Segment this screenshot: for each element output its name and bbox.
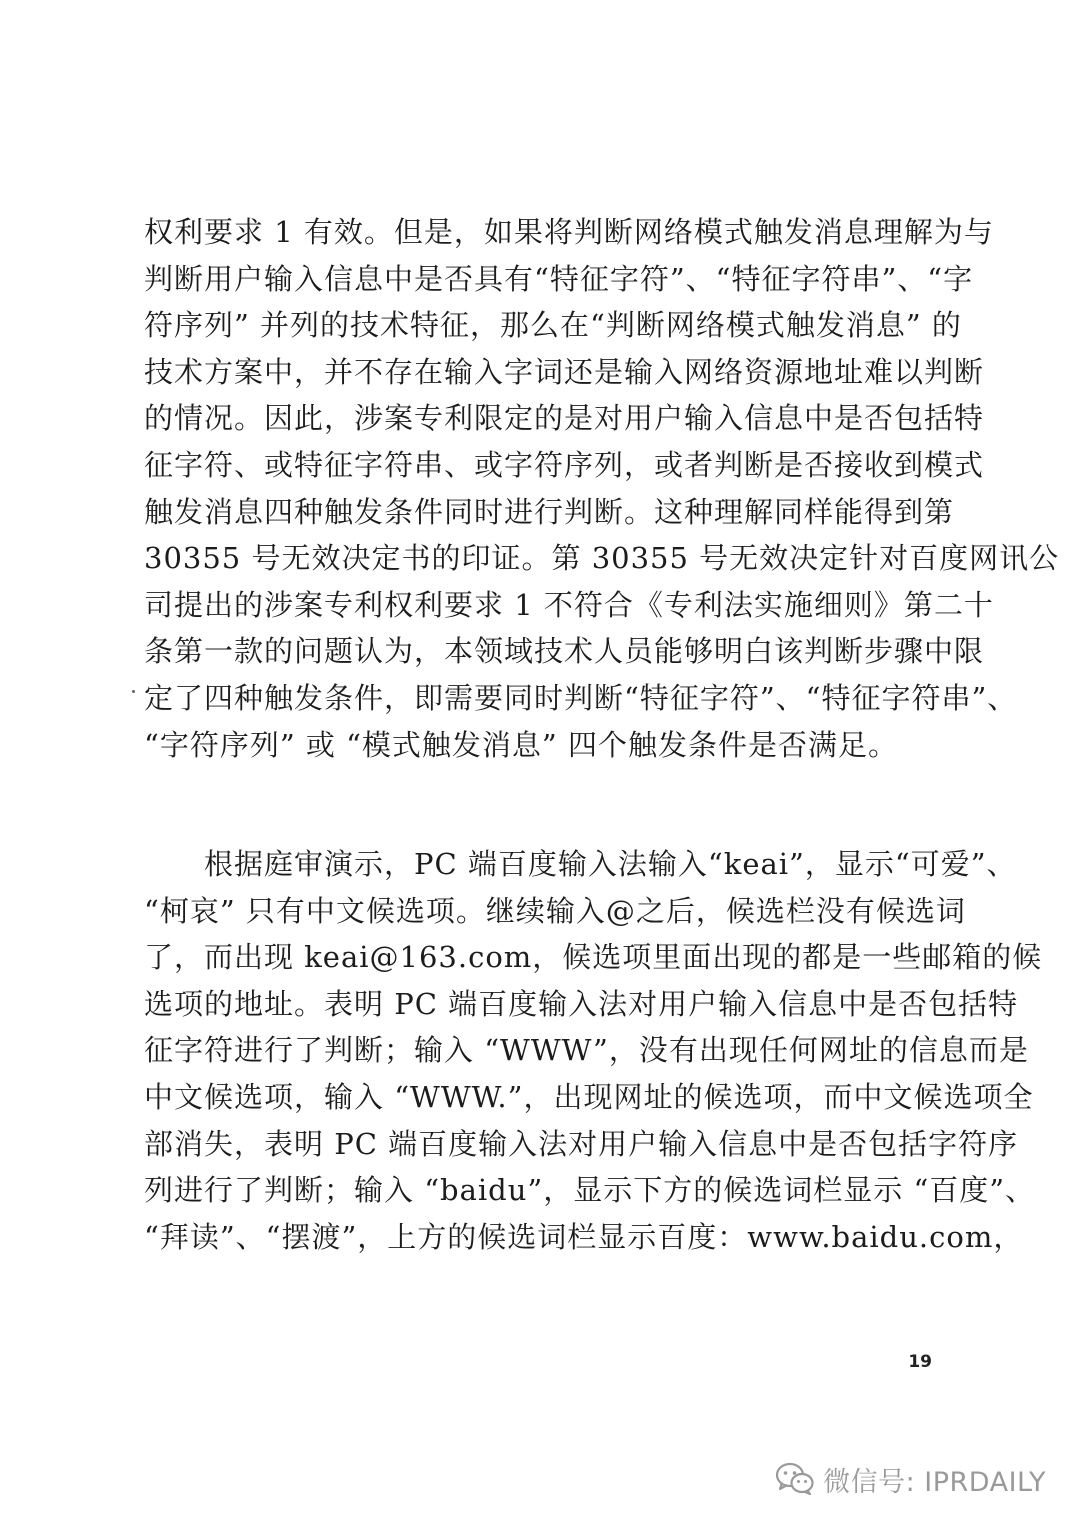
page-number: 19 — [908, 1352, 932, 1372]
text-line: 条第一款的问题认为，本领域技术人员能够明白该判断步骤中限 — [144, 634, 985, 669]
text-line: 30355 号无效决定书的印证。第 30355 号无效决定针对百度网讯公 — [144, 541, 1060, 576]
text-line: 征字符、或特征字符串、或字符序列，或者判断是否接收到模式 — [144, 447, 985, 482]
text-line: 列进行了判断；输入 “baidu”，显示下方的候选词栏显示 “百度”、 — [144, 1173, 1036, 1208]
text-line: 技术方案中，并不存在输入字词还是输入网络资源地址难以判断 — [144, 354, 985, 389]
text-line: 触发消息四种触发条件同时进行判断。这种理解同样能得到第 — [144, 494, 955, 529]
text-line: 征字符进行了判断；输入 “WWW”，没有出现任何网址的信息而是 — [144, 1033, 1029, 1068]
watermark — [775, 1461, 1046, 1497]
wechat-icon — [775, 1462, 815, 1496]
text-line: “柯哀” 只有中文候选项。继续输入@之后，候选栏没有候选词 — [144, 893, 966, 928]
text-line: 根据庭审演示，PC 端百度输入法输入“keai”，显示“可爱”、 — [144, 847, 1017, 881]
text-line: 定了四种触发条件，即需要同时判断“特征字符”、“特征字符串”、 — [144, 680, 1018, 715]
text-line: 司提出的涉案专利权利要求 1 不符合《专利法实施细则》第二十 — [144, 587, 994, 622]
text-line: 中文候选项，输入 “WWW.”，出现网址的候选项，而中文候选项全 — [144, 1079, 1034, 1114]
paragraph-1 — [144, 209, 1060, 768]
text-line: 判断用户输入信息中是否具有“特征字符”、“特征字符串”、“字 — [144, 261, 974, 296]
text-line: “字符序列” 或 “模式触发消息” 四个触发条件是否满足。 — [144, 727, 898, 762]
paragraph-2 — [144, 841, 1043, 1260]
text-line: 的情况。因此，涉案专利限定的是对用户输入信息中是否包括特 — [144, 401, 985, 436]
text-line: “拜读”、“摆渡”，上方的候选词栏显示百度：www.baidu.com， — [144, 1219, 1024, 1254]
scan-artifact — [132, 690, 135, 693]
text-line: 选项的地址。表明 PC 端百度输入法对用户输入信息中是否包括特 — [144, 986, 1019, 1021]
text-line: 符序列” 并列的技术特征，那么在“判断网络模式触发消息” 的 — [144, 308, 962, 343]
text-line: 部消失，表明 PC 端百度输入法对用户输入信息中是否包括字符序 — [144, 1126, 1019, 1161]
text-line: 了，而出现 keai@163.com，候选项里面出现的都是一些邮箱的候 — [144, 940, 1043, 975]
watermark-text: 微信号: IPRDAILY — [823, 1466, 1046, 1498]
text-line: 权利要求 1 有效。但是，如果将判断网络模式触发消息理解为与 — [144, 215, 994, 249]
